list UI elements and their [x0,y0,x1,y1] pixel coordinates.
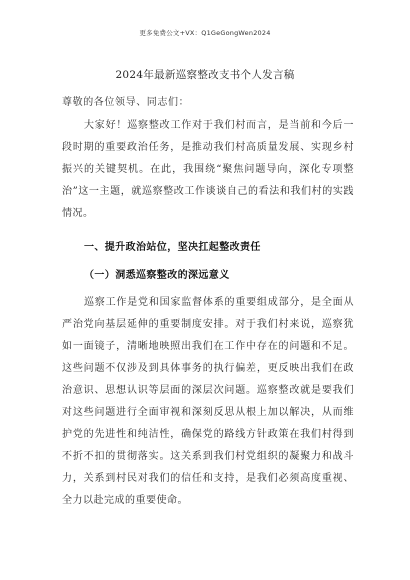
subsection-heading-1-1: （一）洞悉巡察整改的深远意义 [84,270,230,281]
salutation: 尊敬的各位领导、同志们： [62,97,190,108]
paragraph-intro: 大家好！巡察整改工作对于我们村而言，是当前和今后一段时期的重要政治任务，是推动我们村高质量发展、实现乡村振兴的关键契机。在此，我围绕“聚焦问题导向，深化专项整治”这一主题，就巡察整改工作谈谈自己的看法和我们村的实践情况。 [62,120,354,219]
section-heading-1: 一、提升政治站位，坚决扛起整改责任 [84,242,261,253]
header-watermark: 更多免费公文+VX：Q1GeGongWen2024 [139,29,271,37]
paragraph-significance: 巡察工作是党和国家监督体系的重要组成部分，是全面从严治党向基层延伸的重要制度安排。对于我们村来说，巡察犹如一面镜子，清晰地映照出我们在工作中存在的问题和不足。这些问题不仅涉及到具体事务的执行偏差，更反映出我们在政治意识、思想认识等层面的深层次问题。巡察整改就是要我们对这些问题进行全面审视和深刻反思从根上加以解决，从而维护党的先进性和纯洁性，确保党的路线方针政策在我们村得到不折不扣的贯彻落实。这关系到我们村党组织的凝聚力和战斗力，关系到村民对我们的信任和支持，是我们必须高度重视、全力以赴完成的重要使命。 [62,297,354,506]
document-title: 2024年最新巡察整改支书个人发言稿 [115,69,295,81]
